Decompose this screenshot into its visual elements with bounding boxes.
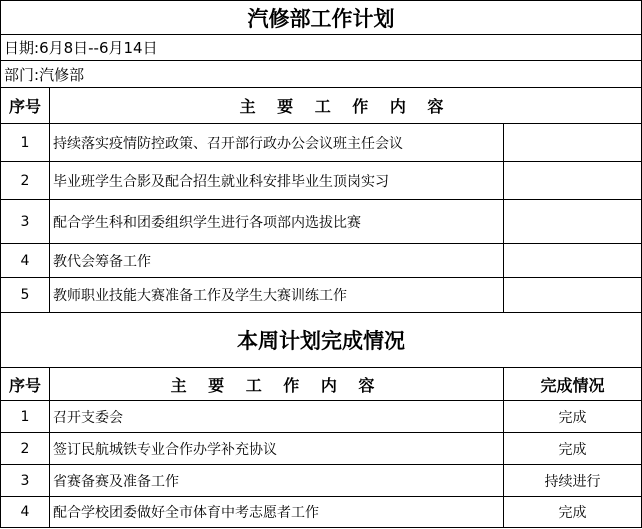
plan-row-content[interactable]: 教师职业技能大赛准备工作及学生大赛训练工作 [50,278,504,313]
plan-row-status[interactable] [504,124,642,162]
table-row [1,200,642,244]
summary-row-status[interactable]: 持续进行 [504,465,642,497]
summary-row-content[interactable]: 省赛备赛及准备工作 [50,465,504,497]
summary-row-content[interactable]: 召开支委会 [50,401,504,433]
plan-row-index: 4 [1,244,50,278]
plan-row-content[interactable]: 持续落实疫情防控政策、召开部行政办公会议班主任会议 [50,124,504,162]
date-label: 日期: [4,39,40,57]
plan-row-index: 5 [1,278,50,313]
plan-row-index: 2 [1,162,50,200]
summary-row-index: 4 [1,497,50,528]
table-row [1,278,642,313]
plan-row-status[interactable] [504,200,642,244]
summary-row-status[interactable]: 完成 [504,401,642,433]
table-row [1,401,642,433]
summary-row-content[interactable]: 签订民航城铁专业合作办学补充协议 [50,433,504,465]
plan-row-content[interactable]: 教代会筹备工作 [50,244,504,278]
plan-header-index: 序号 [1,88,50,124]
plan-row-status[interactable] [504,278,642,313]
table-row [1,433,642,465]
summary-title: 本周计划完成情况 [1,313,642,368]
summary-row-status[interactable]: 完成 [504,433,642,465]
table-row [1,497,642,528]
summary-header-index: 序号 [1,368,50,401]
table-row [1,244,642,278]
summary-row-status[interactable]: 完成 [504,497,642,528]
plan-row-status[interactable] [504,162,642,200]
table-row [1,465,642,497]
date-cell[interactable] [1,35,642,61]
summary-row-index: 2 [1,433,50,465]
department-cell[interactable] [1,61,642,88]
plan-row-content[interactable]: 配合学生科和团委组织学生进行各项部内选拔比赛 [50,200,504,244]
summary-header-content: 主 要 工 作 内 容 [50,368,504,401]
summary-row-index: 1 [1,401,50,433]
plan-row-status[interactable] [504,244,642,278]
plan-row-index: 3 [1,200,50,244]
table-row [1,124,642,162]
summary-header-status: 完成情况 [504,368,642,401]
plan-row-content[interactable]: 毕业班学生合影及配合招生就业科安排毕业生顶岗实习 [50,162,504,200]
department-value: 汽修部 [39,65,85,84]
plan-header-content: 主 要 工 作 内 容 [50,88,642,124]
department-label: 部门: [4,65,40,84]
plan-row-index: 1 [1,124,50,162]
date-value: 6月8日--6月14日 [39,39,158,57]
table-row [1,162,642,200]
summary-row-content[interactable]: 配合学校团委做好全市体育中考志愿者工作 [50,497,504,528]
sheet-title: 汽修部工作计划 [1,1,642,35]
summary-row-index: 3 [1,465,50,497]
